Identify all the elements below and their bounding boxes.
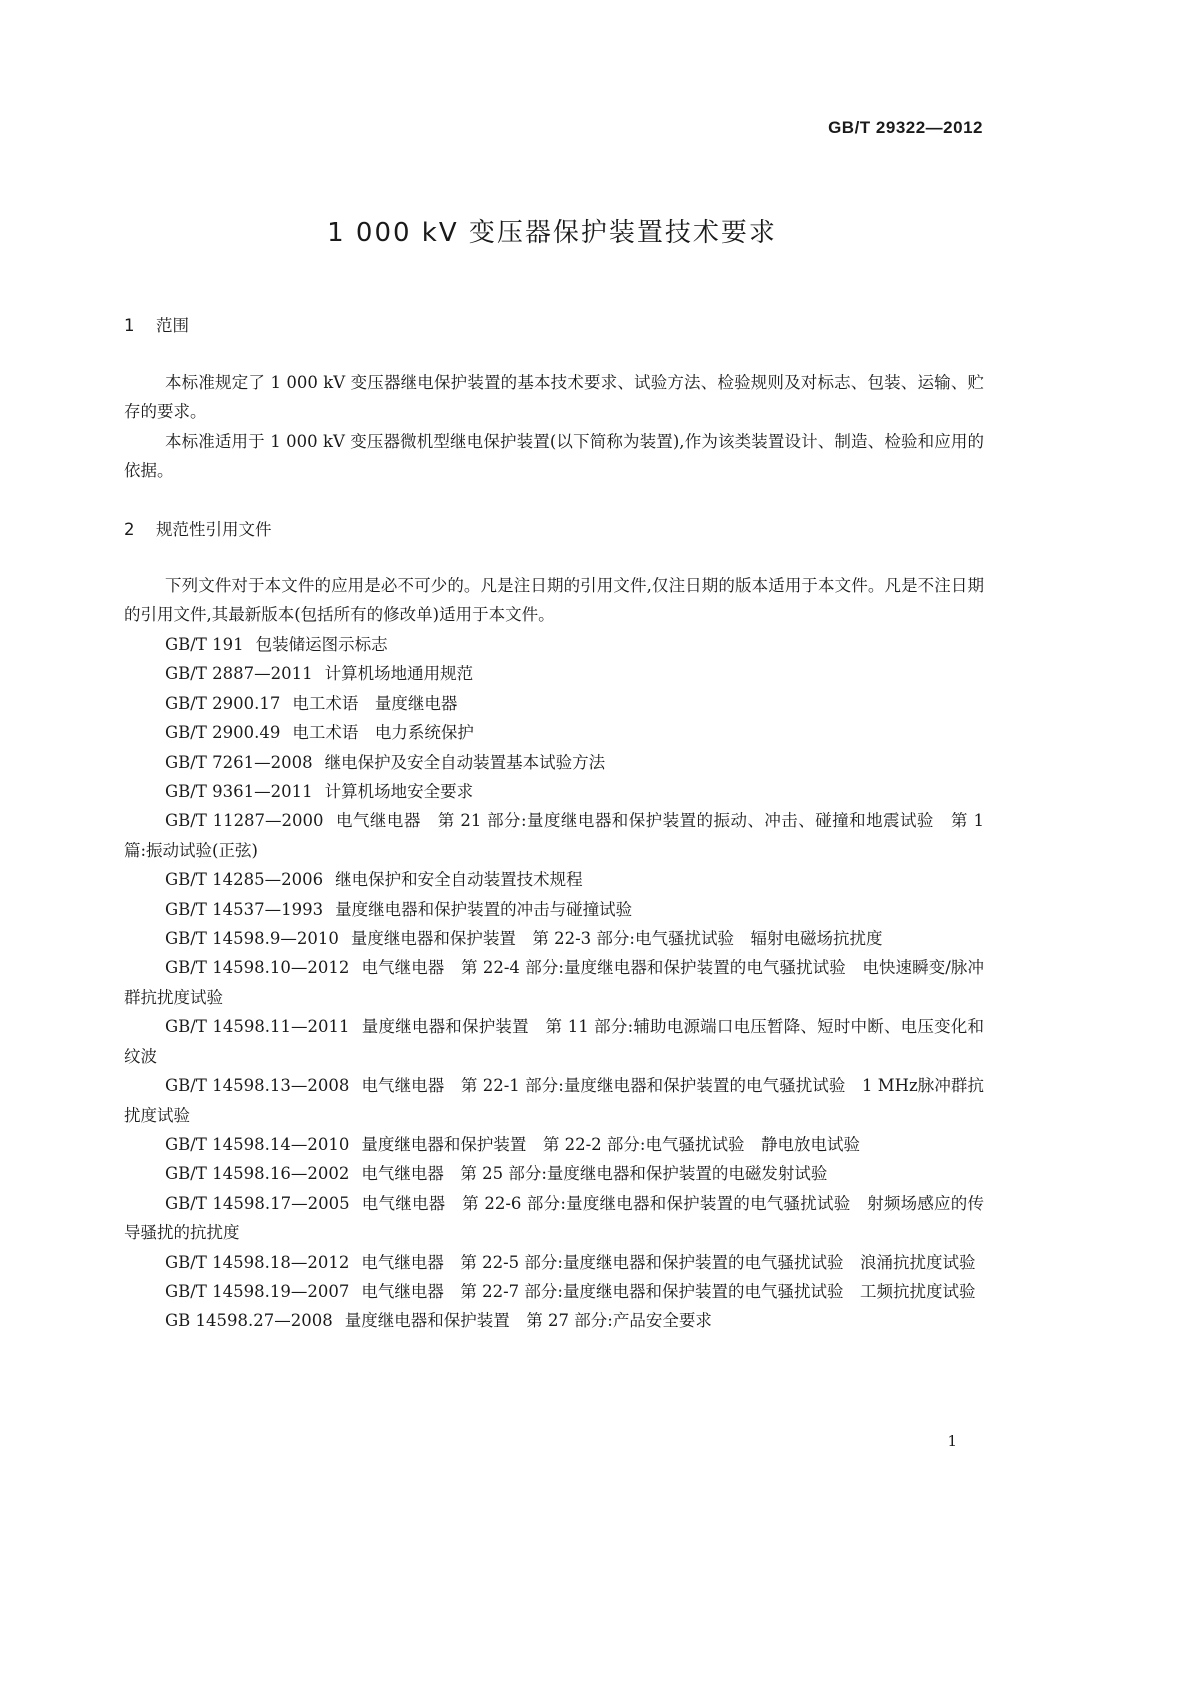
section-1-heading xyxy=(124,312,189,336)
reference-item xyxy=(124,924,984,953)
reference-item xyxy=(124,718,984,747)
reference-title: 量度继电器和保护装置 第 27 部分:产品安全要求 xyxy=(344,1311,712,1331)
reference-item xyxy=(124,1189,984,1248)
reference-title: 包装储运图示标志 xyxy=(255,635,388,654)
reference-code: GB/T 14598.14—2010 xyxy=(165,1134,350,1154)
reference-code: GB/T 14598.13—2008 xyxy=(165,1076,350,1096)
scope-paragraph-2: 本标准适用于 1 000 kV 变压器微机型继电保护装置(以下简称为装置),作为该类装置设计、制造、检验和应用的依据。 xyxy=(124,432,984,481)
reference-title: 继电保护和安全自动装置技术规程 xyxy=(335,870,583,890)
reference-code: GB/T 14537—1993 xyxy=(165,899,324,919)
reference-code: GB/T 14598.19—2007 xyxy=(165,1281,350,1301)
reference-title: 电气继电器 第 22-1 部分:量度继电器和保护装置的电气骚扰试验 1 MHz脉冲群抗扰度试验 xyxy=(124,1076,984,1125)
section-2-heading xyxy=(124,516,272,540)
reference-item xyxy=(124,1012,984,1071)
reference-item xyxy=(124,806,984,865)
reference-title: 电气继电器 第 25 部分:量度继电器和保护装置的电磁发射试验 xyxy=(361,1164,828,1184)
reference-code: GB/T 14285—2006 xyxy=(165,870,324,890)
reference-item xyxy=(124,1277,984,1306)
reference-code: GB/T 11287—2000 xyxy=(165,811,324,831)
reference-item xyxy=(124,1130,984,1159)
reference-title: 电工术语 电力系统保护 xyxy=(292,723,474,743)
page-number: 1 xyxy=(947,1432,957,1450)
reference-item xyxy=(124,659,984,688)
reference-code: GB/T 14598.18—2012 xyxy=(165,1252,350,1272)
reference-code: GB/T 14598.16—2002 xyxy=(165,1164,350,1184)
section-title: 范围 xyxy=(156,316,189,335)
reference-title: 电气继电器 第 21 部分:量度继电器和保护装置的振动、冲击、碰撞和地震试验 第 1 篇:振动试验(正弦) xyxy=(124,811,984,860)
reference-title: 电气继电器 第 22-4 部分:量度继电器和保护装置的电气骚扰试验 电快速瞬变/脉冲群抗扰度试验 xyxy=(124,958,984,1007)
reference-code: GB/T 14598.10—2012 xyxy=(165,958,350,978)
reference-item xyxy=(124,895,984,924)
reference-code: GB/T 14598.9—2010 xyxy=(165,929,339,949)
reference-item xyxy=(124,1159,984,1188)
reference-title: 电工术语 量度继电器 xyxy=(292,693,458,713)
reference-item xyxy=(124,953,984,1012)
reference-code: GB/T 9361—2011 xyxy=(165,782,313,802)
reference-code: GB 14598.27—2008 xyxy=(165,1311,333,1331)
reference-title: 量度继电器和保护装置 第 22-2 部分:电气骚扰试验 静电放电试验 xyxy=(361,1134,860,1154)
section-number: 1 xyxy=(124,316,135,335)
reference-item xyxy=(124,1248,984,1277)
reference-title: 电气继电器 第 22-5 部分:量度继电器和保护装置的电气骚扰试验 浪涌抗扰度试验 xyxy=(361,1252,976,1272)
section-title: 规范性引用文件 xyxy=(156,520,272,539)
reference-code: GB/T 14598.11—2011 xyxy=(165,1017,350,1037)
scope-paragraph-1: 本标准规定了 1 000 kV 变压器继电保护装置的基本技术要求、试验方法、检验规则及对标志、包装、运输、贮存的要求。 xyxy=(124,373,984,422)
reference-title: 计算机场地通用规范 xyxy=(324,664,474,684)
reference-code: GB/T 2900.49 xyxy=(165,723,281,743)
reference-title: 量度继电器和保护装置的冲击与碰撞试验 xyxy=(335,899,633,919)
references-intro: 下列文件对于本文件的应用是必不可少的。凡是注日期的引用文件,仅注日期的版本适用于本文件。凡是不注日期的引用文件,其最新版本(包括所有的修改单)适用于本文件。 xyxy=(124,576,984,625)
section-number: 2 xyxy=(124,520,135,539)
reference-title: 电气继电器 第 22-6 部分:量度继电器和保护装置的电气骚扰试验 射频场感应的传导骚扰的抗扰度 xyxy=(124,1193,984,1243)
reference-item xyxy=(124,777,984,806)
reference-title: 继电保护及安全自动装置基本试验方法 xyxy=(324,752,606,772)
reference-code: GB/T 191 xyxy=(165,635,244,654)
reference-code: GB/T 7261—2008 xyxy=(165,752,313,772)
reference-item xyxy=(124,865,984,894)
reference-title: 量度继电器和保护装置 第 11 部分:辅助电源端口电压暂降、短时中断、电压变化和纹波 xyxy=(124,1017,984,1066)
standard-number: GB/T 29322—2012 xyxy=(828,118,983,137)
reference-code: GB/T 14598.17—2005 xyxy=(165,1193,350,1213)
reference-item xyxy=(124,1306,984,1335)
reference-item xyxy=(124,630,984,659)
reference-title: 电气继电器 第 22-7 部分:量度继电器和保护装置的电气骚扰试验 工频抗扰度试验 xyxy=(361,1281,976,1301)
reference-title: 计算机场地安全要求 xyxy=(324,782,474,802)
reference-title: 量度继电器和保护装置 第 22-3 部分:电气骚扰试验 辐射电磁场抗扰度 xyxy=(350,929,883,949)
reference-item xyxy=(124,1071,984,1130)
reference-code: GB/T 2900.17 xyxy=(165,693,281,713)
reference-item xyxy=(124,689,984,718)
document-title: 1 000 kV 变压器保护装置技术要求 xyxy=(327,218,777,248)
reference-item xyxy=(124,748,984,777)
reference-list xyxy=(124,630,984,1336)
reference-code: GB/T 2887—2011 xyxy=(165,664,313,684)
